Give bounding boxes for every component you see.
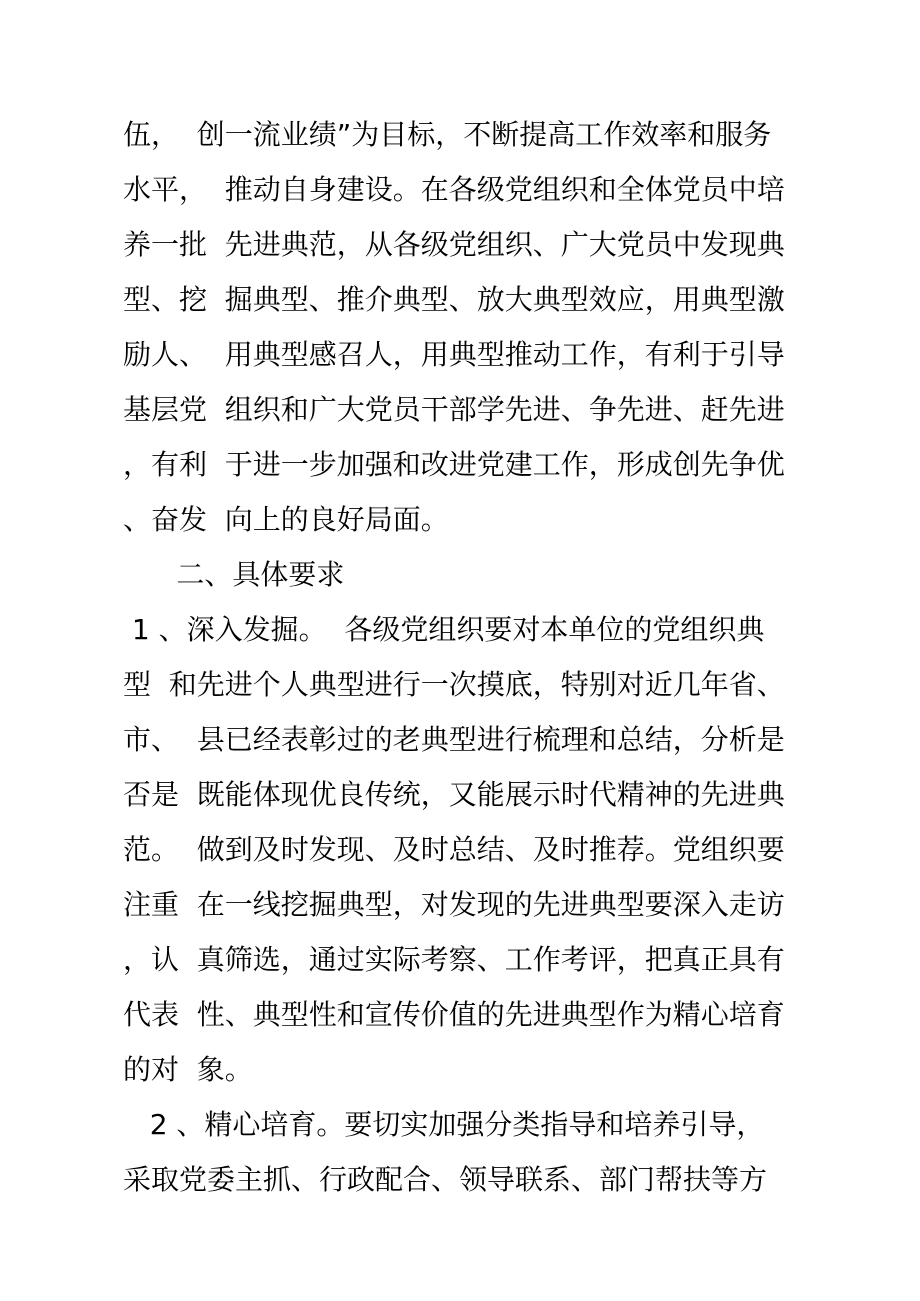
- text-line: ，认 真筛选，通过实际考察、工作考评，把真正具有: [123, 943, 785, 976]
- text-line: 代表 性、典型性和宣传价值的先进典型作为精心培育: [123, 998, 785, 1031]
- text-line: 基层党 组织和广大党员干部学先进、争先进、赶先进: [123, 393, 785, 426]
- text-line: 养一批 先进典范，从各级党组织、广大党员中发现典: [123, 228, 785, 261]
- text-line: 伍， 创一流业绩”为目标，不断提高工作效率和服务: [123, 118, 772, 151]
- text-line: 范。 做到及时发现、及时总结、及时推荐。党组织要: [123, 833, 785, 866]
- text-line: 采取党委主抓、行政配合、领导联系、部门帮扶等方: [123, 1163, 768, 1196]
- text-line: ，有利 于进一步加强和改进党建工作，形成创先争优: [123, 448, 785, 481]
- text-line: 1 、深入发掘。 各级党组织要对本单位的党组织典: [123, 613, 765, 646]
- section-heading: 二、具体要求: [123, 558, 345, 591]
- text-line: 的对 象。: [123, 1053, 253, 1086]
- text-line: 市、 县已经表彰过的老典型进行梳理和总结，分析是: [123, 723, 785, 756]
- text-line: 型、挖 掘典型、推介典型、放大典型效应，用典型激: [123, 283, 785, 316]
- text-line: 、奋发 向上的良好局面。: [123, 503, 449, 536]
- text-line: 否是 既能体现优良传统，又能展示时代精神的先进典: [123, 778, 785, 811]
- text-line: 型 和先进个人典型进行一次摸底，特别对近几年省、: [123, 668, 785, 701]
- text-line: 励人、 用典型感召人，用典型推动工作，有利于引导: [123, 338, 785, 371]
- text-line: 2 、精心培育。要切实加强分类指导和培养引导，: [123, 1108, 765, 1141]
- text-line: 水平， 推动自身建设。在各级党组织和全体党员中培: [123, 173, 785, 206]
- text-line: 注重 在一线挖掘典型，对发现的先进典型要深入走访: [123, 888, 785, 921]
